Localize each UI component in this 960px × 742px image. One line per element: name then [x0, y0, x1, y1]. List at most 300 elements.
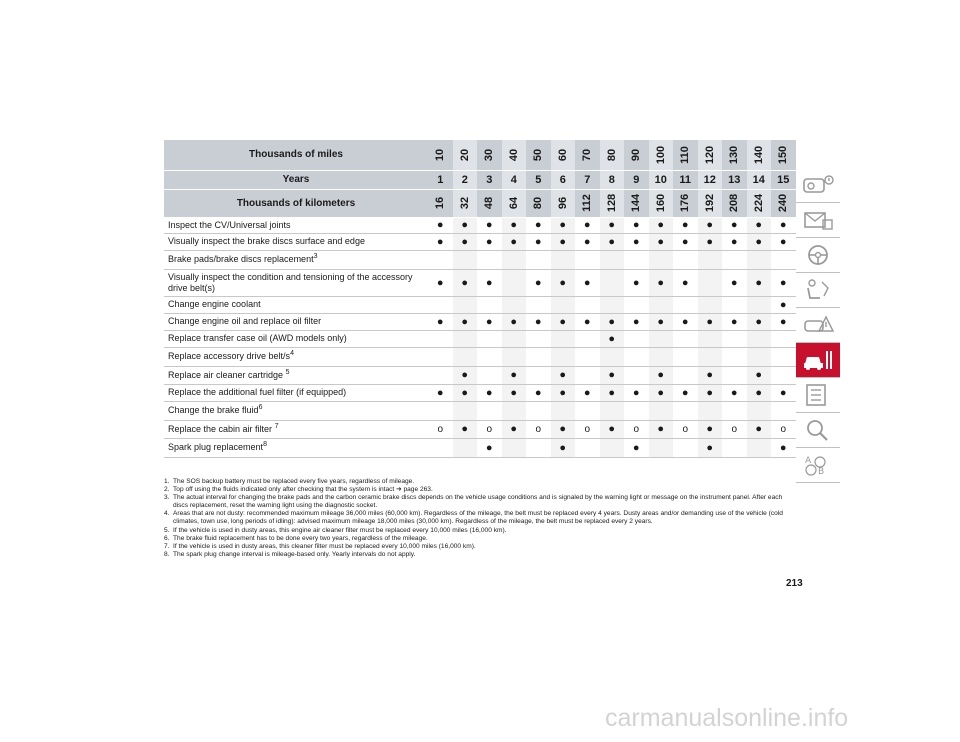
km-cell	[698, 189, 723, 217]
service-mark-cell	[526, 366, 551, 384]
service-mark: ●	[779, 298, 787, 311]
service-mark: ●	[779, 386, 787, 399]
service-mark-cell	[747, 438, 772, 457]
service-mark-cell	[649, 366, 674, 384]
service-mark-cell	[673, 233, 698, 250]
year-cell	[698, 170, 723, 189]
service-mark-cell	[551, 233, 576, 250]
service-mark-cell	[477, 233, 502, 250]
km-cell	[453, 189, 478, 217]
service-mark-cell	[747, 347, 772, 366]
service-mark: ●	[706, 423, 714, 435]
service-mark: ●	[559, 441, 567, 454]
service-mark-cell	[624, 401, 649, 420]
service-mark: o	[731, 424, 738, 435]
mile-cell	[673, 140, 698, 170]
service-mark-cell	[575, 347, 600, 366]
service-mark-cell	[502, 347, 527, 366]
service-mark: ●	[657, 315, 665, 328]
service-mark: ●	[730, 235, 738, 248]
service-mark-cell	[624, 384, 649, 401]
year-value: 10	[654, 173, 667, 186]
service-mark-cell	[477, 438, 502, 457]
service-mark-cell	[502, 217, 527, 233]
table-row	[164, 384, 796, 401]
table-row	[164, 401, 796, 420]
service-mark-cell	[575, 269, 600, 296]
service-mark-cell	[477, 420, 502, 438]
sidenav-tab-magnifier[interactable]	[796, 413, 840, 448]
service-mark-cell	[551, 250, 576, 269]
service-mark-cell	[600, 296, 625, 313]
service-item-text: Replace air cleaner cartridge	[168, 369, 286, 380]
service-mark: ●	[534, 235, 542, 248]
table-row	[164, 420, 796, 438]
table-row	[164, 233, 796, 250]
service-mark-cell	[551, 384, 576, 401]
service-mark-cell	[502, 420, 527, 438]
service-mark-cell	[722, 269, 747, 296]
service-mark-cell	[575, 330, 600, 347]
service-mark-cell	[649, 420, 674, 438]
service-mark-cell	[453, 438, 478, 457]
service-mark: ●	[485, 315, 493, 328]
service-item-text: Replace transfer case oil (AWD models only)	[168, 333, 347, 343]
service-mark-cell	[428, 401, 453, 420]
service-mark: ●	[706, 386, 714, 399]
year-cell	[771, 170, 796, 189]
service-mark-cell	[722, 330, 747, 347]
service-mark-cell	[502, 384, 527, 401]
km-value: 208	[728, 193, 741, 213]
sidenav-tab-checklist[interactable]	[796, 378, 840, 413]
sidenav-tab-seat[interactable]	[796, 273, 840, 308]
service-mark-cell	[624, 217, 649, 233]
km-value: 224	[752, 193, 765, 213]
service-mark: ●	[559, 315, 567, 328]
mile-value: 140	[752, 145, 765, 164]
service-mark-cell	[428, 384, 453, 401]
service-mark-cell	[771, 366, 796, 384]
service-mark-cell	[551, 269, 576, 296]
service-mark-cell	[747, 384, 772, 401]
service-mark-cell	[575, 233, 600, 250]
service-mark-cell	[477, 296, 502, 313]
seat-icon	[802, 278, 834, 302]
service-mark-cell	[575, 384, 600, 401]
service-mark-cell	[453, 347, 478, 366]
service-mark: o	[535, 424, 542, 435]
year-value: 15	[777, 173, 790, 186]
service-mark-cell	[453, 401, 478, 420]
service-mark-cell	[428, 233, 453, 250]
service-item-text: Change engine oil and replace oil filter	[168, 316, 322, 326]
service-mark-cell	[624, 233, 649, 250]
service-mark: ●	[632, 235, 640, 248]
service-mark: ●	[559, 369, 567, 381]
footnote-number: 2.	[164, 486, 170, 494]
service-mark: ●	[461, 219, 469, 231]
service-mark: ●	[559, 423, 567, 435]
km-value: 240	[777, 193, 790, 213]
service-mark: ●	[608, 386, 616, 399]
service-item-text: Replace the additional fuel filter (if equipped)	[168, 387, 347, 397]
checklist-icon	[802, 383, 834, 407]
footnote-text: The SOS backup battery must be replaced every five years, regardless of mileage.	[173, 478, 415, 485]
service-item-label	[164, 347, 428, 366]
mile-cell	[624, 140, 649, 170]
service-mark-cell	[698, 217, 723, 233]
service-mark: ●	[779, 441, 787, 454]
service-mark-cell	[428, 313, 453, 330]
service-mark-cell	[771, 347, 796, 366]
header-row-miles	[164, 140, 796, 170]
service-mark: ●	[779, 235, 787, 248]
service-mark: ●	[681, 386, 689, 399]
service-mark-cell	[551, 401, 576, 420]
service-mark: ●	[730, 386, 738, 399]
service-mark-cell	[453, 233, 478, 250]
table-row	[164, 250, 796, 269]
service-mark-cell	[722, 384, 747, 401]
service-mark: ●	[657, 423, 665, 435]
footnote	[164, 543, 796, 551]
service-mark-cell	[698, 347, 723, 366]
service-mark: ●	[755, 423, 763, 435]
km-value: 96	[556, 196, 569, 210]
service-mark-cell	[673, 269, 698, 296]
service-mark: ●	[510, 315, 518, 328]
service-mark: ●	[583, 235, 591, 248]
footnote-text: The brake fluid replacement has to be done every two years, regardless of the mileage.	[173, 534, 428, 542]
km-cell	[551, 189, 576, 217]
service-mark-cell	[771, 384, 796, 401]
sidenav-tab-steering-wheel[interactable]	[796, 238, 840, 273]
page-number: 213	[786, 578, 803, 589]
service-item-text: Visually inspect the condition and tensioning of the accessory drive belt(s)	[168, 271, 413, 293]
service-mark: ●	[755, 315, 763, 328]
service-mark: ●	[485, 276, 493, 289]
service-mark-cell	[722, 313, 747, 330]
service-mark-cell	[551, 420, 576, 438]
watermark: carmanualsonline.info	[605, 704, 849, 732]
service-mark-cell	[428, 250, 453, 269]
service-mark-cell	[575, 401, 600, 420]
service-mark-cell	[600, 347, 625, 366]
mile-value: 120	[703, 145, 716, 164]
footnote-text: Areas that are not dusty: recommended maximum mileage 36,000 miles (60,000 km). Regardless of the mileage, the belt must be replaced every 4 years. Dusty areas and/or demanding use of the vehicle (cold climates, town use, long periods of idling): advised maximum mileage 18,000 miles (30,000 km). Regardless of the mileage, the belt must be replaced every 2 years.	[173, 510, 783, 526]
table-row	[164, 438, 796, 457]
service-mark: ●	[755, 219, 763, 231]
year-cell	[600, 170, 625, 189]
service-mark: ●	[583, 315, 591, 328]
service-mark: o	[682, 424, 689, 435]
service-mark-cell	[747, 313, 772, 330]
service-mark: ●	[461, 423, 469, 435]
service-mark-cell	[575, 313, 600, 330]
service-mark-cell	[747, 330, 772, 347]
service-item-text: Change engine coolant	[168, 299, 261, 309]
year-cell	[722, 170, 747, 189]
year-value: 7	[584, 173, 591, 186]
service-mark: ●	[583, 219, 591, 231]
year-value: 3	[486, 173, 493, 186]
service-mark-cell	[575, 250, 600, 269]
service-mark-cell	[502, 313, 527, 330]
service-mark-cell	[722, 366, 747, 384]
sidenav-tab-warning-car[interactable]	[796, 308, 840, 343]
km-cell	[722, 189, 747, 217]
service-mark-cell	[453, 269, 478, 296]
service-mark-cell	[624, 269, 649, 296]
service-mark-cell	[624, 313, 649, 330]
service-mark: ●	[461, 386, 469, 399]
footnote-text: If the vehicle is used in dusty areas, this engine air cleaner filter must be replaced every 10,000 miles (16,000 km).	[173, 526, 507, 534]
service-mark: o	[780, 424, 787, 435]
service-mark: ●	[755, 386, 763, 399]
service-mark: o	[486, 424, 493, 435]
km-label: Thousands of kilometers	[164, 189, 428, 217]
service-mark-cell	[698, 438, 723, 457]
service-mark-cell	[649, 401, 674, 420]
year-value: 14	[752, 173, 765, 186]
service-mark: ●	[485, 219, 493, 231]
service-mark-cell	[477, 269, 502, 296]
service-mark-cell	[673, 366, 698, 384]
service-mark: ●	[534, 219, 542, 231]
service-mark-cell	[551, 217, 576, 233]
service-mark-cell	[428, 347, 453, 366]
service-mark-cell	[551, 330, 576, 347]
service-mark-cell	[526, 438, 551, 457]
service-mark-cell	[453, 296, 478, 313]
year-value: 4	[510, 173, 517, 186]
mile-value: 100	[654, 145, 667, 164]
mail-icon	[802, 208, 834, 232]
service-mark: ●	[534, 276, 542, 289]
service-mark-cell	[551, 366, 576, 384]
service-mark-cell	[600, 420, 625, 438]
footnote-number: 3.	[164, 494, 170, 502]
km-cell	[526, 189, 551, 217]
year-value: 2	[461, 173, 468, 186]
service-mark: ●	[485, 386, 493, 399]
service-mark: ●	[632, 276, 640, 289]
service-mark: ●	[706, 369, 714, 381]
service-mark-cell	[673, 217, 698, 233]
km-cell	[502, 189, 527, 217]
service-mark-cell	[526, 233, 551, 250]
km-cell	[649, 189, 674, 217]
footnote-number: 5.	[164, 526, 170, 534]
mile-cell	[428, 140, 453, 170]
service-mark-cell	[600, 330, 625, 347]
year-value: 11	[679, 173, 692, 186]
km-value: 144	[630, 193, 643, 213]
footnote	[164, 551, 796, 559]
footnote	[164, 510, 796, 526]
service-mark: ●	[485, 441, 493, 454]
service-mark-cell	[600, 366, 625, 384]
language-icon	[802, 453, 834, 477]
service-mark-cell	[477, 250, 502, 269]
year-value: 6	[559, 173, 566, 186]
service-mark-cell	[428, 217, 453, 233]
service-item-label	[164, 384, 428, 401]
miles-label: Thousands of miles	[164, 140, 428, 170]
service-mark-cell	[502, 296, 527, 313]
service-mark-cell	[722, 233, 747, 250]
service-mark-cell	[502, 438, 527, 457]
service-item-label	[164, 438, 428, 457]
service-mark-cell	[649, 217, 674, 233]
service-mark-cell	[747, 250, 772, 269]
service-mark-cell	[673, 384, 698, 401]
service-item-label	[164, 366, 428, 384]
service-mark: ●	[510, 235, 518, 248]
sidenav-tab-mail[interactable]	[796, 203, 840, 238]
mile-value: 60	[556, 148, 569, 161]
service-mark-cell	[698, 330, 723, 347]
service-mark-cell	[477, 347, 502, 366]
service-mark-cell	[551, 438, 576, 457]
table-row	[164, 217, 796, 233]
service-mark: ●	[657, 276, 665, 289]
service-item-label	[164, 250, 428, 269]
service-mark-cell	[698, 250, 723, 269]
service-mark-cell	[600, 401, 625, 420]
service-mark: ●	[657, 369, 665, 381]
sidenav-tab-car-wrench[interactable]	[796, 343, 840, 378]
service-mark: ●	[730, 276, 738, 289]
service-mark-cell	[428, 296, 453, 313]
service-mark-cell	[624, 347, 649, 366]
service-mark: ●	[534, 315, 542, 328]
service-mark-cell	[771, 438, 796, 457]
footnote-number: 6.	[164, 534, 170, 542]
service-mark: o	[437, 424, 444, 435]
service-mark-cell	[771, 330, 796, 347]
km-value: 64	[507, 196, 520, 210]
km-value: 176	[679, 193, 692, 213]
service-mark: o	[633, 424, 640, 435]
service-mark: ●	[681, 276, 689, 289]
service-mark: ●	[510, 219, 518, 231]
service-mark: ●	[755, 235, 763, 248]
service-mark-cell	[526, 420, 551, 438]
footnote-ref: 7	[274, 422, 279, 430]
sidenav-tab-dashboard[interactable]	[796, 168, 840, 203]
service-mark-cell	[502, 366, 527, 384]
service-mark: ●	[632, 386, 640, 399]
service-mark-cell	[502, 269, 527, 296]
footnotes	[164, 478, 796, 559]
service-mark-cell	[698, 366, 723, 384]
year-cell	[526, 170, 551, 189]
service-mark-cell	[502, 233, 527, 250]
service-mark: ●	[755, 369, 763, 381]
service-mark: ●	[461, 369, 469, 381]
year-cell	[428, 170, 453, 189]
chapter-sidenav	[796, 168, 840, 483]
sidenav-tab-language[interactable]	[796, 448, 840, 483]
service-mark-cell	[673, 250, 698, 269]
service-mark-cell	[698, 313, 723, 330]
mile-value: 70	[581, 148, 594, 161]
service-mark: ●	[436, 219, 444, 231]
service-mark-cell	[649, 438, 674, 457]
km-value: 112	[581, 194, 594, 212]
footnote-number: 4.	[164, 510, 170, 518]
service-mark-cell	[747, 366, 772, 384]
year-value: 12	[703, 173, 716, 186]
km-cell	[575, 189, 600, 217]
service-mark-cell	[698, 384, 723, 401]
service-item-text: Inspect the CV/Universal joints	[168, 219, 291, 230]
service-mark: ●	[730, 219, 738, 231]
service-mark: ●	[755, 276, 763, 289]
service-item-label	[164, 313, 428, 330]
service-mark-cell	[624, 366, 649, 384]
service-mark-cell	[526, 250, 551, 269]
service-mark-cell	[453, 366, 478, 384]
service-mark-cell	[477, 401, 502, 420]
km-value: 80	[532, 196, 545, 210]
service-mark-cell	[698, 420, 723, 438]
service-item-label	[164, 233, 428, 250]
service-mark-cell	[600, 269, 625, 296]
service-mark: ●	[608, 332, 616, 345]
year-cell	[649, 170, 674, 189]
service-mark-cell	[526, 330, 551, 347]
service-mark-cell	[526, 313, 551, 330]
footnote	[164, 486, 796, 494]
service-mark-cell	[600, 438, 625, 457]
footnote-number: 8.	[164, 550, 170, 558]
service-mark-cell	[600, 384, 625, 401]
km-cell	[747, 189, 772, 217]
service-item-label	[164, 330, 428, 347]
year-value: 9	[633, 173, 640, 186]
service-mark-cell	[649, 313, 674, 330]
service-mark-cell	[747, 296, 772, 313]
table-row	[164, 313, 796, 330]
footnote-number: 7.	[164, 542, 170, 550]
service-mark-cell	[551, 296, 576, 313]
service-mark-cell	[575, 438, 600, 457]
service-mark-cell	[526, 401, 551, 420]
service-mark-cell	[649, 347, 674, 366]
km-cell	[428, 189, 453, 217]
service-mark-cell	[747, 217, 772, 233]
footnote	[164, 494, 796, 510]
mile-cell	[453, 140, 478, 170]
mile-value: 40	[507, 148, 520, 161]
service-mark: ●	[461, 235, 469, 248]
table-row	[164, 347, 796, 366]
km-cell	[477, 189, 502, 217]
service-mark-cell	[453, 313, 478, 330]
footnote	[164, 527, 796, 535]
service-mark-cell	[600, 313, 625, 330]
service-mark-cell	[673, 347, 698, 366]
service-mark-cell	[624, 296, 649, 313]
service-mark: ●	[632, 219, 640, 231]
mile-cell	[477, 140, 502, 170]
service-mark: ●	[608, 235, 616, 248]
service-mark-cell	[526, 217, 551, 233]
service-mark: ●	[461, 276, 469, 289]
